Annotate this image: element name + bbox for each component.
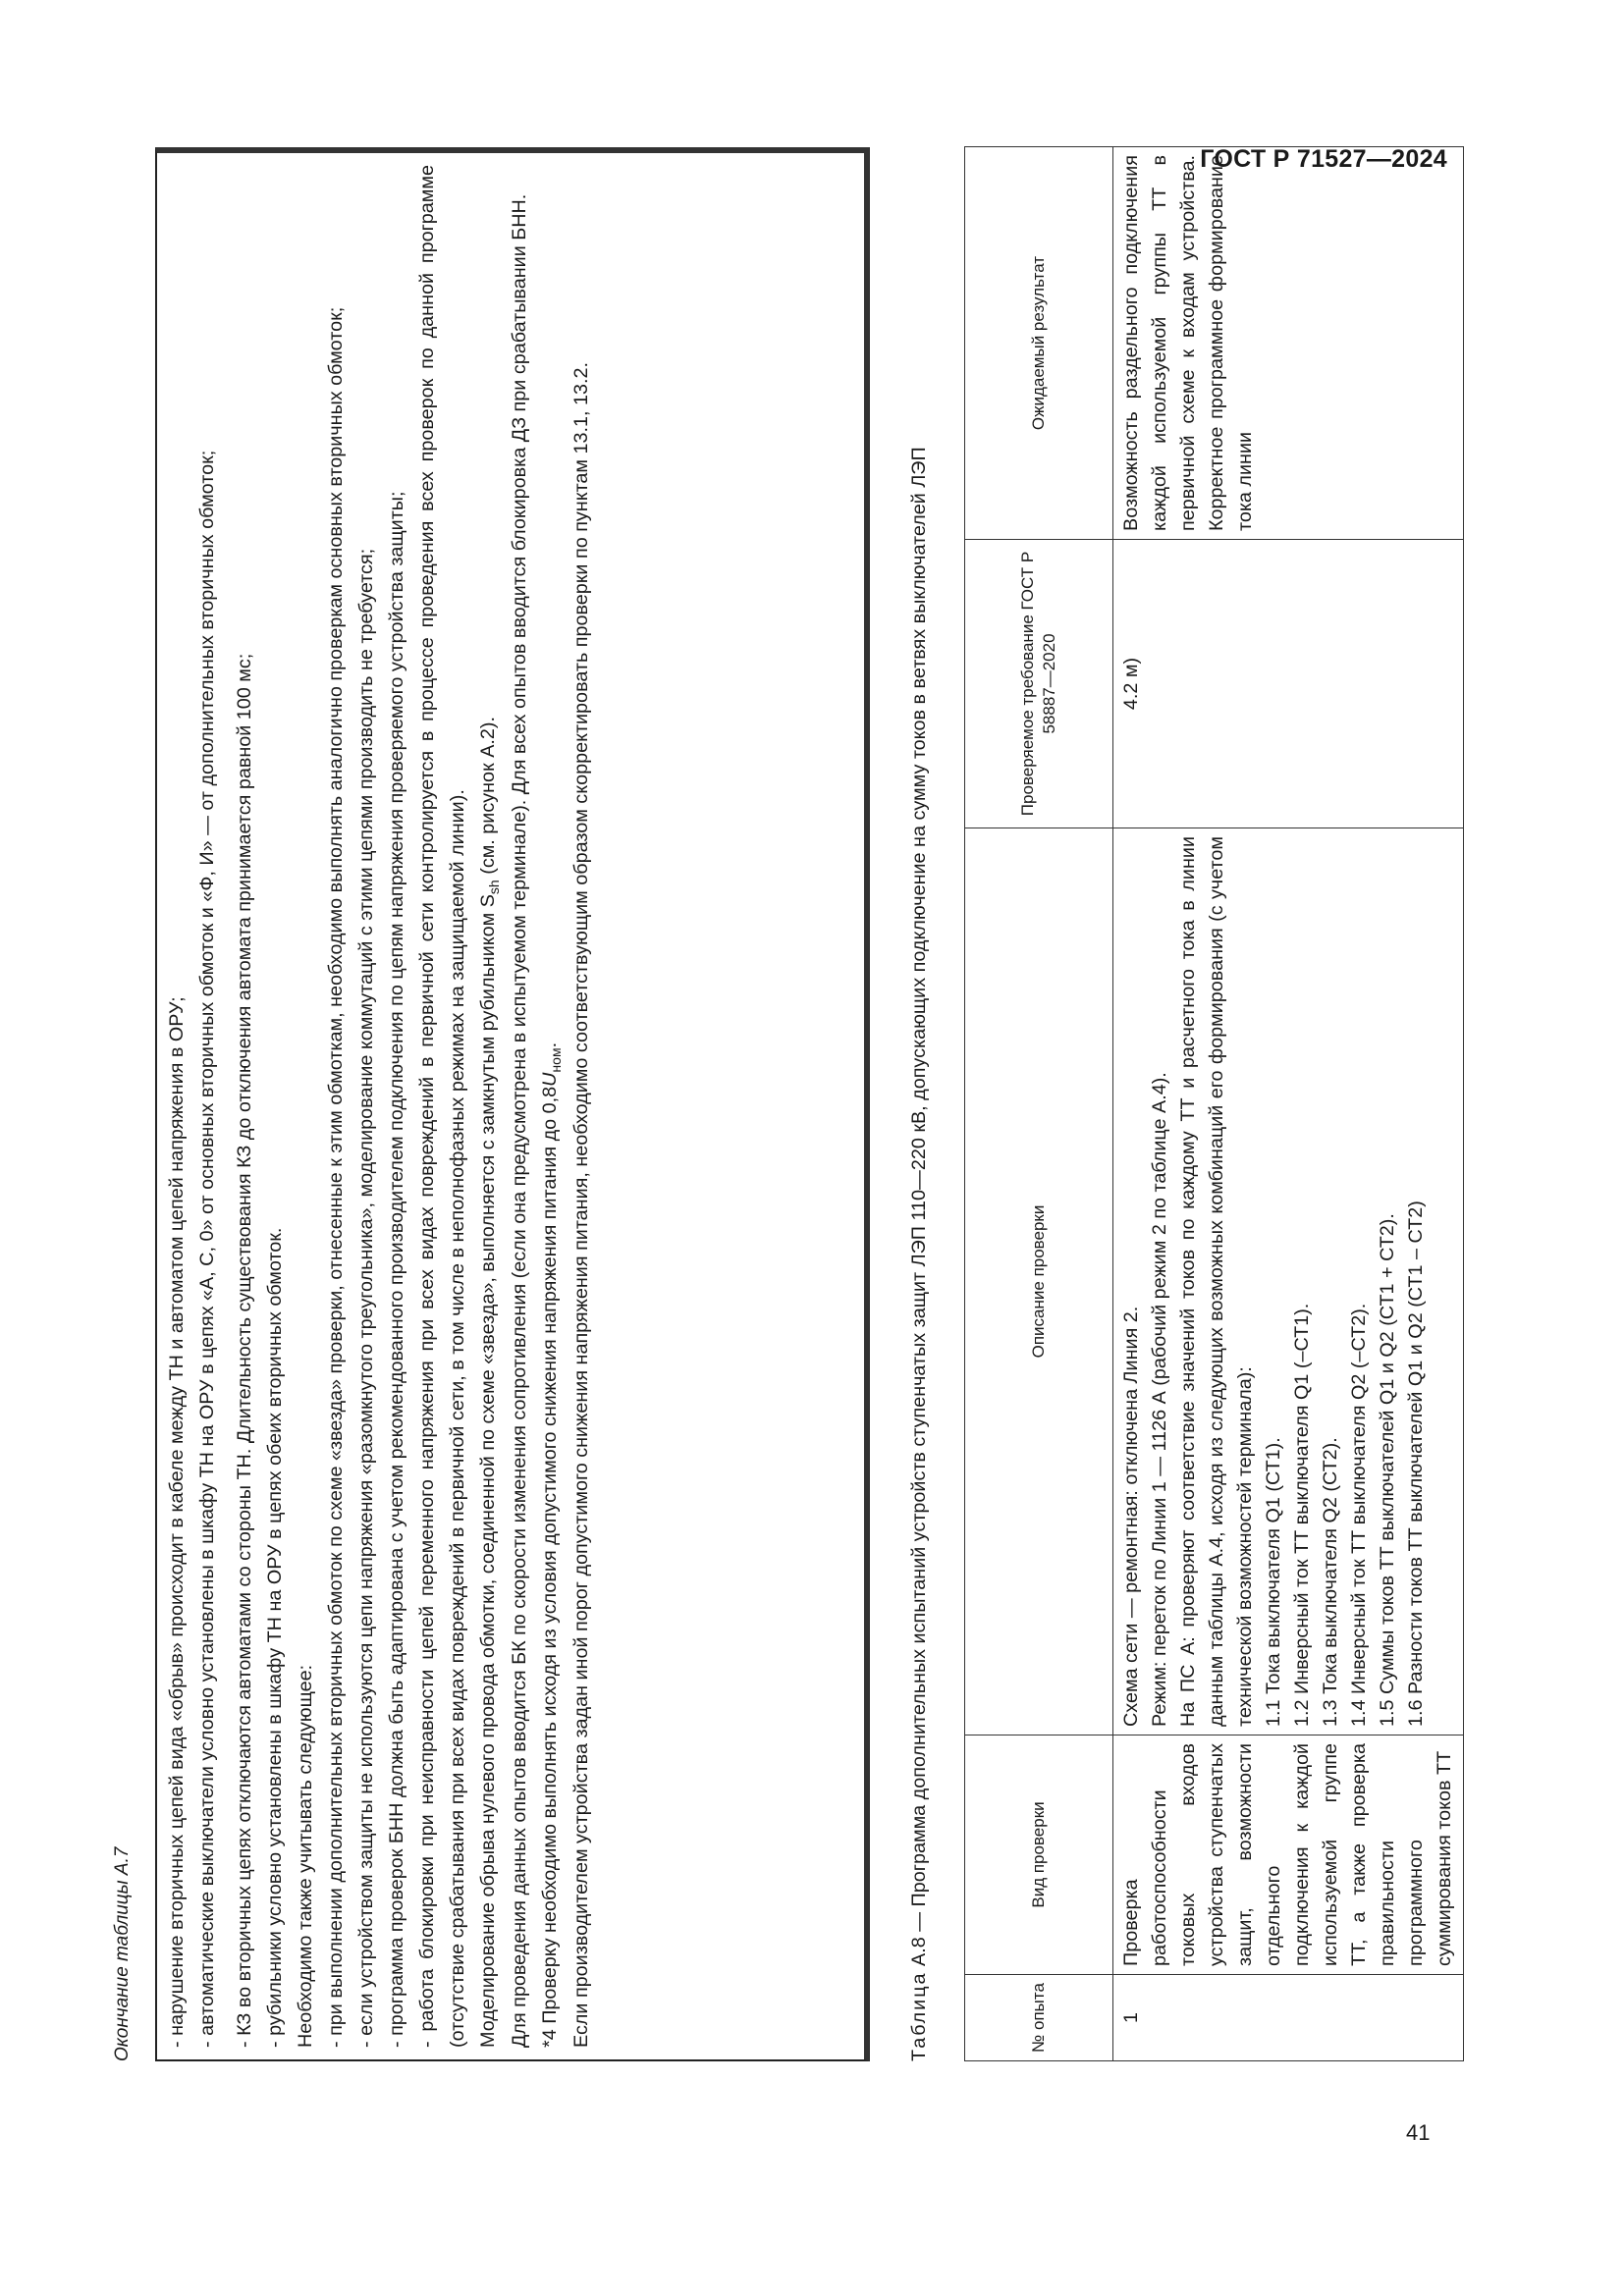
note-line: - рубильники условно установлены в шкафу ТН на ОРУ в цепях обеих вторичных обмоток.: [264, 1227, 286, 2048]
description-line: 1.6 Разности токов ТТ выключателей Q1 и Q2 (СТ1 – СТ2): [1405, 1201, 1427, 1727]
caption-text: А.8 — Программа дополнительных испытаний устройств ступенчатых защит ЛЭП 110—220 кВ, допускающих подключение на сумму токов в ветвях выключателей ЛЭП: [908, 447, 930, 1966]
header-description: Описание проверки: [965, 828, 1113, 1735]
footnote-line: [535, 165, 567, 2048]
cell-description: [1113, 828, 1464, 1735]
note-line: - нарушение вторичных цепей вида «обрыв» происходит в кабеле между ТН и автоматом цепей напряжения в ОРУ;: [166, 996, 188, 2048]
continuation-title: Окончание таблицы А.7: [112, 1846, 133, 2061]
table-a8-caption: [905, 147, 933, 2061]
note-line: - работа блокировки при неисправности цепей переменного напряжения при всех видах повреждений в первичной сети контролируется в процессе проведения всех проверок по данной программе (отсутствие срабатывания при всех видах повреждений в первичной сети, в том числе в неполнофазных режимах на защищаемой линии).: [416, 165, 468, 2048]
modeling-line: [473, 165, 505, 2048]
cell-type: Проверка работоспособности токовых входов устройства ступенчатых защит, возможности отдельного подключения к каждой используемой группе ТТ, а также проверка правильности программного суммирования токов ТТ: [1113, 1735, 1464, 1975]
caption-label: Таблица: [908, 1971, 930, 2061]
rotated-page-content: [98, 108, 1591, 2061]
standard-designation: ГОСТ Р 71527—2024: [1200, 145, 1447, 173]
note-line: - автоматические выключатели условно установлены в шкафу ТН на ОРУ в цепях «А, С, 0» от основных вторичных обмоток и «Ф, И» — от дополнительных вторичных обмоток;: [196, 450, 218, 2048]
header-type: Вид проверки: [965, 1735, 1113, 1975]
unom-end: .: [539, 1041, 561, 1048]
cell-requirement: 4.2 м): [1113, 540, 1464, 828]
description-line: 1.5 Суммы токов ТТ выключателей Q1 и Q2 (СТ1 + СТ2).: [1377, 1213, 1398, 1727]
header-expected: Ожидаемый результат: [965, 147, 1113, 540]
note-line: - если устройством защиты не используются цепи напряжения «разомкнутого треугольника», моделирование коммутаций с этими цепями производить не требуется;: [355, 548, 377, 2048]
description-line: Режим: переток по Линии 1 — 1126 А (рабочий режим 2 по таблице А.4).: [1149, 1072, 1170, 1727]
table-a8: [964, 146, 1464, 2061]
table-a7-continuation-box: [155, 147, 870, 2061]
note-line: - при выполнении дополнительных вторичных обмоток по схеме «звезда» проверки, отнесенные к этим обмоткам, необходимо выполнять аналогично проверкам основных вторичных обмоток;: [325, 306, 347, 2048]
table-row: [1113, 147, 1464, 2061]
description-line: 1.2 Инверсный ток ТТ выключателя Q1 (–СТ1).: [1291, 1303, 1313, 1727]
description-line: 1.4 Инверсный ток ТТ выключателя Q2 (–СТ2).: [1348, 1303, 1370, 1727]
header-num: № опыта: [965, 1975, 1113, 2061]
modeling-subscript: sh: [486, 880, 502, 895]
footnote-text: *4 Проверку необходимо выполнять исходя из условия допустимого снижения напряжения питания до 0,8: [539, 1086, 561, 2048]
cell-expected: Возможность раздельного подключения каждой используемой группы ТТ в первичной схеме к входам устройства. Корректное программное формирование тока линии: [1113, 147, 1464, 540]
note-line: Необходимо также учитывать следующее:: [295, 1664, 316, 2048]
description-line: 1.3 Тока выключателя Q2 (СТ2).: [1320, 1437, 1341, 1727]
note-line: - программа проверок БНН должна быть адаптирована с учетом рекомендованного производителем подключения по цепям напряжения проверяемого устройства защиты;: [386, 491, 407, 2048]
page-number: 41: [1406, 2120, 1431, 2145]
unom-subscript: ном: [548, 1047, 564, 1073]
description-line: 1.1 Тока выключателя Q1 (СТ1).: [1263, 1437, 1284, 1727]
note-line: Для проведения данных опытов вводится БК по скорости изменения сопротивления (если она предусмотрена в испытуемом терминале). Для всех опытов вводится блокировка ДЗ при срабатывании БНН.: [509, 193, 530, 2048]
header-requirement: Проверяемое требование ГОСТ Р 58887—2020: [965, 540, 1113, 828]
unom-symbol: U: [539, 1072, 561, 1087]
modeling-text-b: (см. рисунок А.2).: [477, 717, 499, 881]
description-line: Схема сети — ремонтная: отключена Линия 2.: [1120, 1306, 1142, 1727]
note-line: Если производителем устройства задан иной порог допустимого снижения напряжения питания, необходимо соответствующим образом скорректировать проверки по пунктам 13.1, 13.2.: [570, 361, 592, 2048]
table-header-row: [965, 147, 1113, 2061]
description-line: На ПС А: проверяют соответствие значений токов по каждому ТТ и расчетного тока в линии данным таблицы А.4, исходя из следующих возможных комбинаций его формирования (с учетом технической возможностей терминала):: [1177, 836, 1256, 1727]
modeling-text-a: Моделирование обрыва нулевого провода обмотки, соединенной по схеме «звезда», выполняется с замкнутым рубильником S: [477, 894, 499, 2048]
note-line: - КЗ во вторичных цепях отключаются автоматами со стороны ТН. Длительность существования КЗ до отключения автомата принимается равной 100 мс;: [234, 653, 255, 2048]
cell-num: 1: [1113, 1975, 1464, 2061]
